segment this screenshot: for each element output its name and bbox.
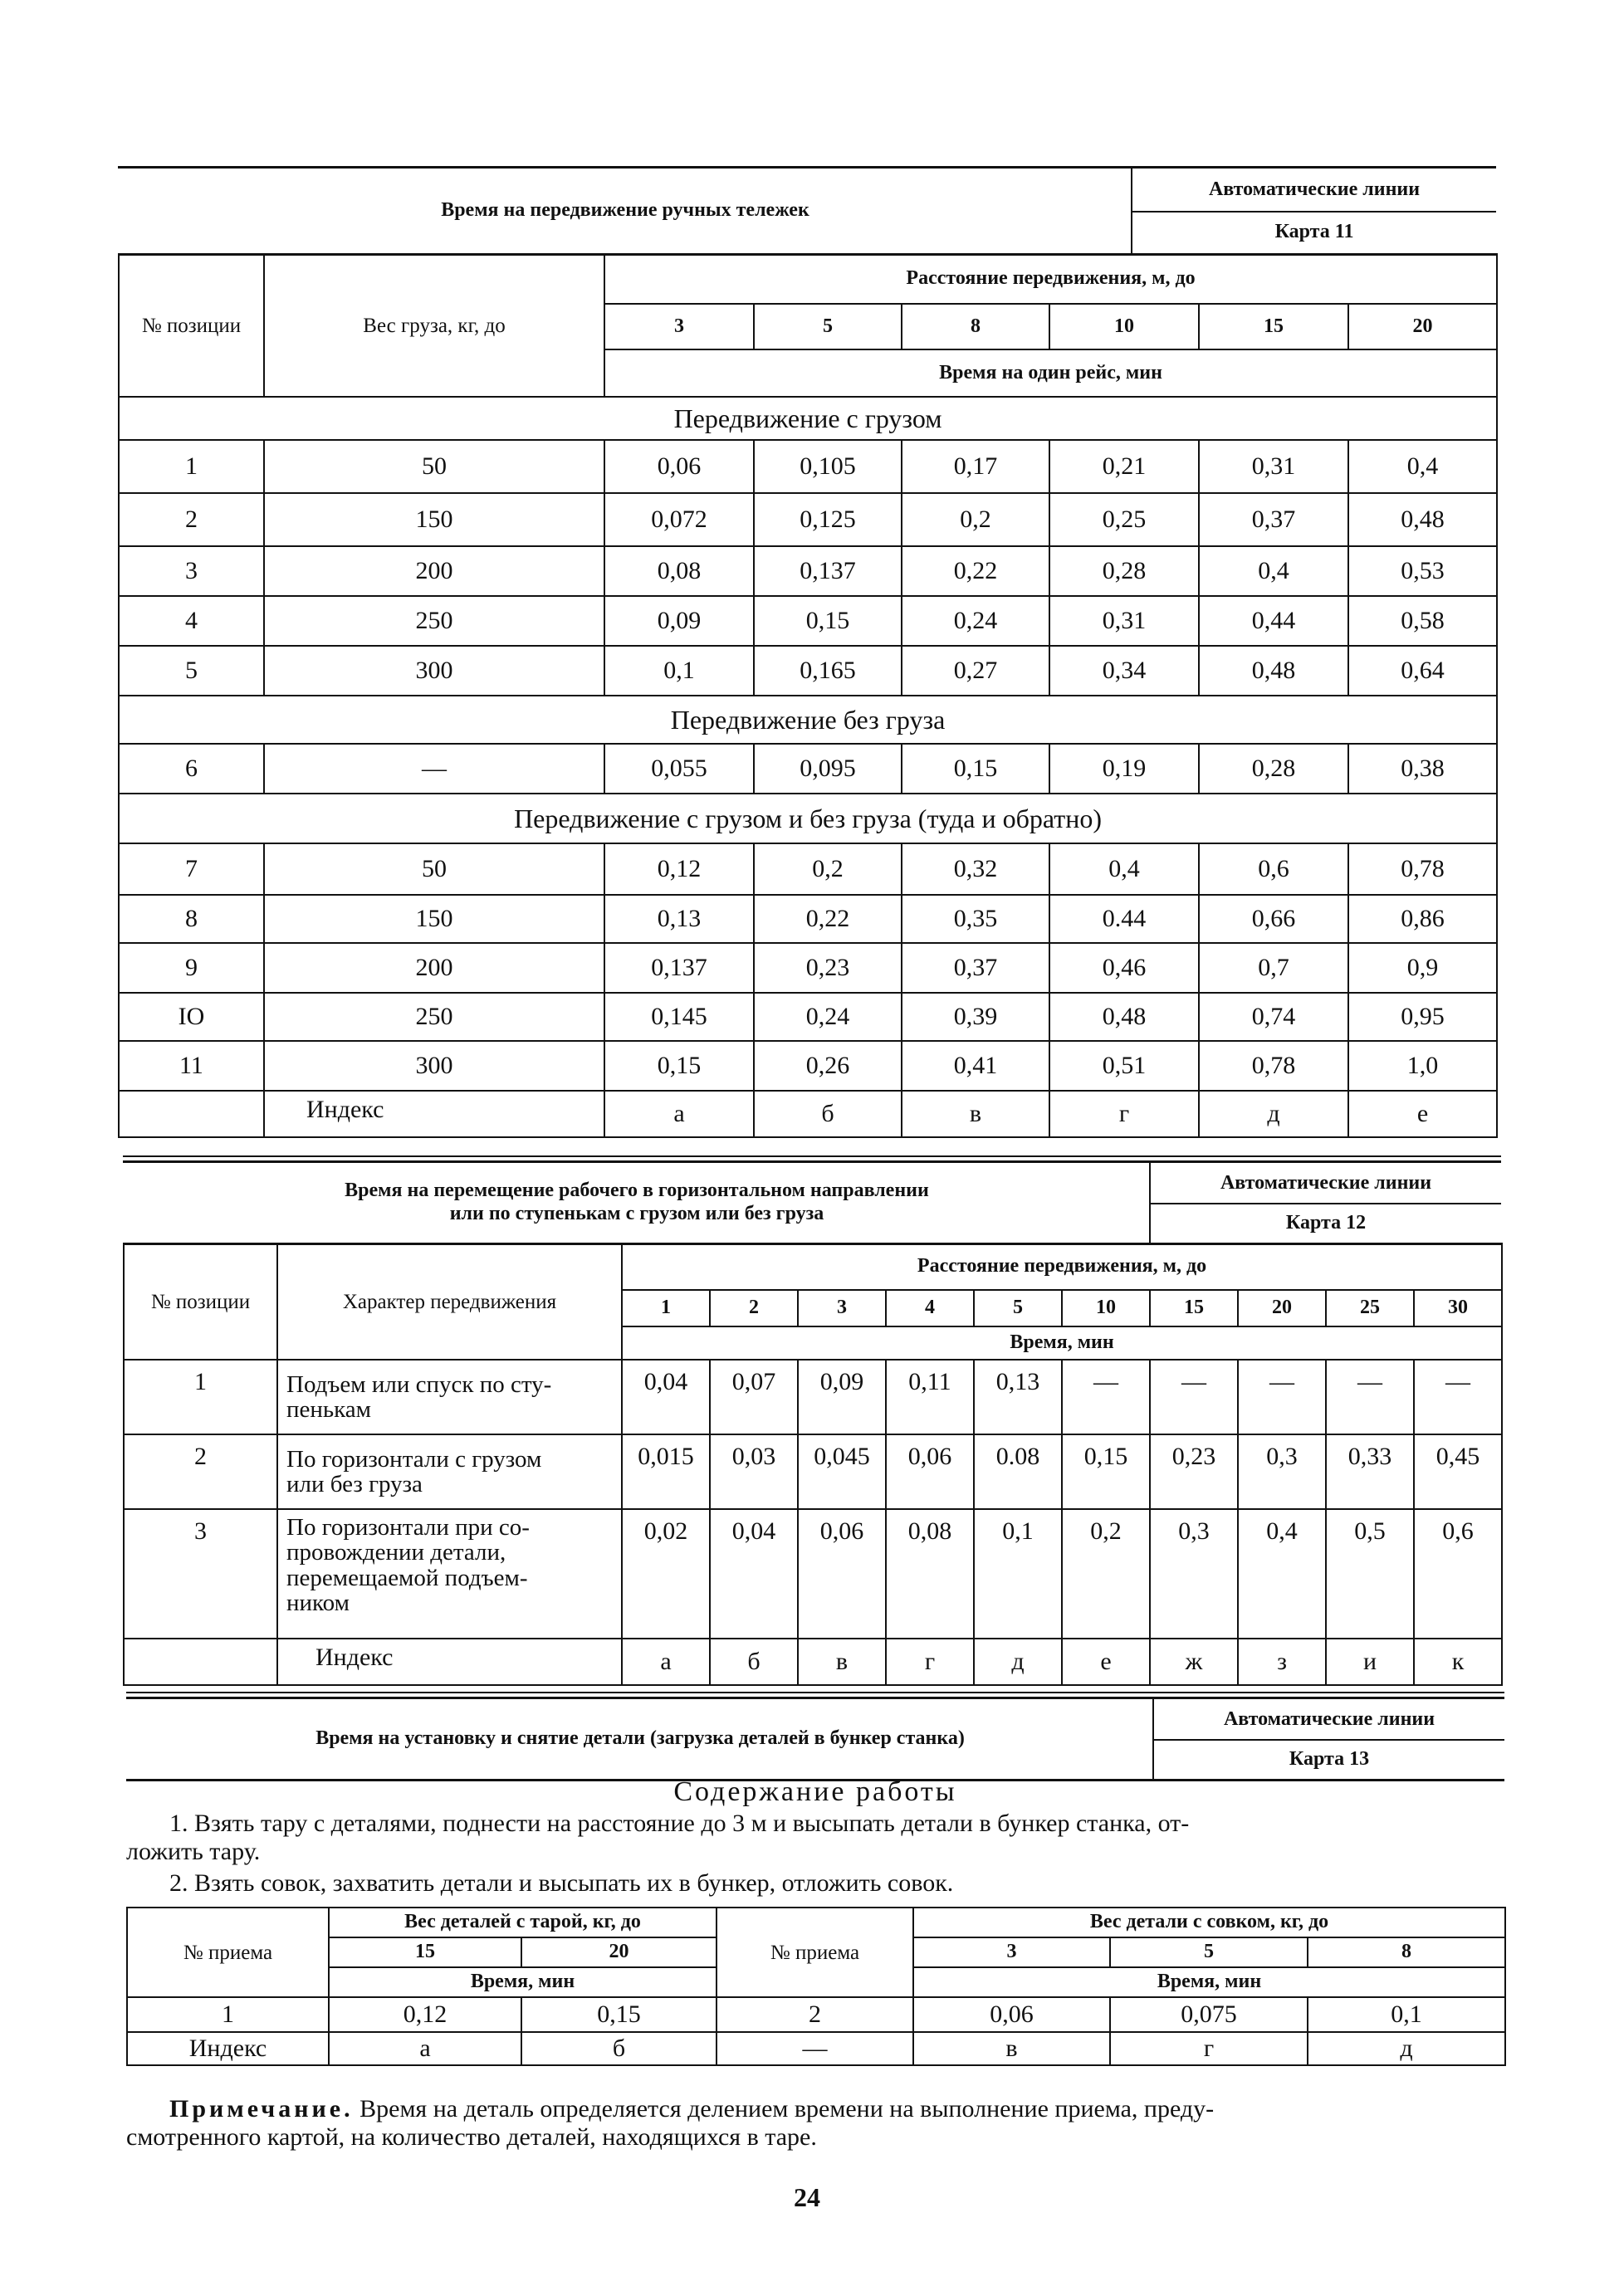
index-cell: д — [974, 1639, 1062, 1685]
cell: 0,4 — [1049, 843, 1199, 895]
cell: 0,27 — [902, 646, 1049, 696]
cell: 0,48 — [1049, 993, 1199, 1041]
cell: 0,1 — [1308, 1997, 1505, 2032]
cell: 0,64 — [1348, 646, 1497, 696]
cell: 11 — [119, 1041, 264, 1091]
cell: 0,3 — [1238, 1434, 1326, 1509]
card13-right-header: Вес детали с совком, кг, до — [913, 1908, 1505, 1937]
cell: 1 — [119, 440, 264, 493]
cell: 0,13 — [604, 895, 754, 943]
card13-col-priem-right: № приема — [717, 1908, 913, 1997]
cell: 0,6 — [1414, 1509, 1502, 1639]
cell: — — [1238, 1360, 1326, 1434]
cell: 200 — [264, 943, 604, 993]
index-row — [127, 2032, 1505, 2065]
card12-distance: 3 — [798, 1290, 886, 1326]
card11-distance: 20 — [1348, 304, 1497, 349]
cell: 0,26 — [754, 1041, 902, 1091]
cell: — — [264, 744, 604, 794]
card11-table — [118, 253, 1498, 1138]
cell: 2 — [119, 493, 264, 546]
cell: 0,075 — [1110, 1997, 1308, 2032]
cell: 0,6 — [1199, 843, 1348, 895]
work-item-2: 2. Взять совок, захватить детали и высыпать их в бункер, отложить совок. — [169, 1869, 954, 1897]
note — [126, 2095, 1504, 2151]
cell: 0,105 — [754, 440, 902, 493]
cell: 0,12 — [604, 843, 754, 895]
cell: 0,17 — [902, 440, 1049, 493]
cell: 0,41 — [902, 1041, 1049, 1091]
cell: 0,66 — [1199, 895, 1348, 943]
cell: 0,37 — [1199, 493, 1348, 546]
card11-distance: 3 — [604, 304, 754, 349]
cell: 0,4 — [1238, 1509, 1326, 1639]
card12-distance: 5 — [974, 1290, 1062, 1326]
cell: 50 — [264, 440, 604, 493]
index-row — [119, 1091, 1497, 1137]
cell: 50 — [264, 843, 604, 895]
table-row — [124, 1434, 1502, 1509]
cell: 0,165 — [754, 646, 902, 696]
cell: 0,51 — [1049, 1041, 1199, 1091]
work-item-1: 1. Взять тару с деталями, поднести на расстояние до 3 м и высыпать детали в бункер станка, от- ложить тару. — [126, 1810, 1190, 1865]
index-cell: г — [1110, 2032, 1308, 2065]
index-cell: и — [1326, 1639, 1414, 1685]
cell: 0.44 — [1049, 895, 1199, 943]
table-row — [124, 1509, 1502, 1639]
cell: 0,08 — [604, 546, 754, 596]
card13-title: Время на установку и снятие детали (загрузка деталей в бункер станка) — [315, 1727, 965, 1750]
index-cell: д — [1308, 2032, 1505, 2065]
card11-card-number: Карта 11 — [1274, 221, 1354, 242]
cell: 250 — [264, 596, 604, 646]
separator-line — [126, 1692, 1504, 1693]
cell: — — [1414, 1360, 1502, 1434]
cell: 0,78 — [1348, 843, 1497, 895]
cell: 0,21 — [1049, 440, 1199, 493]
cell: 150 — [264, 493, 604, 546]
cell: 9 — [119, 943, 264, 993]
card12-distance: 20 — [1238, 1290, 1326, 1326]
table-row — [119, 493, 1497, 546]
index-row — [124, 1639, 1502, 1685]
cell: 0,32 — [902, 843, 1049, 895]
cell: 0,12 — [329, 1997, 521, 2032]
card12-col-character: Характер передвижения — [277, 1243, 622, 1360]
card12-distance: 4 — [886, 1290, 974, 1326]
card11-time-header: Время на один рейс, мин — [604, 349, 1497, 397]
card13-time-right: Время, мин — [913, 1967, 1505, 1997]
cell: 1,0 — [1348, 1041, 1497, 1091]
cell: 0,2 — [902, 493, 1049, 546]
card12-distance-header: Расстояние передвижения, м, до — [622, 1243, 1502, 1290]
cell: 0,38 — [1348, 744, 1497, 794]
cell: 8 — [119, 895, 264, 943]
card11-lines-label: Автоматические линии — [1132, 169, 1496, 213]
cell: 0,9 — [1348, 943, 1497, 993]
card12-lines-label: Автоматические линии — [1151, 1163, 1501, 1204]
cell: 0,2 — [754, 843, 902, 895]
cell: 3 — [124, 1509, 277, 1639]
cell: 7 — [119, 843, 264, 895]
card12-distance: 10 — [1062, 1290, 1150, 1326]
cell: 0,4 — [1348, 440, 1497, 493]
cell: 0,45 — [1414, 1434, 1502, 1509]
cell: 0,055 — [604, 744, 754, 794]
cell: 0,7 — [1199, 943, 1348, 993]
cell: 0,137 — [754, 546, 902, 596]
cell: 0,48 — [1348, 493, 1497, 546]
cell: 0,06 — [604, 440, 754, 493]
table-row — [127, 1997, 1505, 2032]
index-cell: б — [754, 1091, 902, 1137]
card12-card-number: Карта 12 — [1285, 1211, 1367, 1233]
cell: 0,09 — [604, 596, 754, 646]
cell: 4 — [119, 596, 264, 646]
table-row — [119, 440, 1497, 493]
cell: 0,4 — [1199, 546, 1348, 596]
cell: 0,07 — [710, 1360, 798, 1434]
cell: 0,15 — [604, 1041, 754, 1091]
card13-left-weight: 15 — [329, 1937, 521, 1967]
card13-right-weight: 5 — [1110, 1937, 1308, 1967]
index-cell: е — [1348, 1091, 1497, 1137]
card11-section-round-trip: Передвижение с грузом и без груза (туда и обратно) — [119, 794, 1497, 843]
cell: 1 — [127, 1997, 329, 2032]
card13-time-left: Время, мин — [329, 1967, 717, 1997]
card12-distance: 1 — [622, 1290, 710, 1326]
cell: 0,24 — [902, 596, 1049, 646]
cell: 0,03 — [710, 1434, 798, 1509]
card13-header — [126, 1697, 1504, 1781]
index-cell: б — [710, 1639, 798, 1685]
cell: Подъем или спуск по сту- пенькам — [277, 1360, 622, 1434]
cell: 0,15 — [1062, 1434, 1150, 1509]
index-cell: д — [1199, 1091, 1348, 1137]
index-label: Индекс — [127, 2032, 329, 2065]
cell: 0,15 — [521, 1997, 717, 2032]
cell: IO — [119, 993, 264, 1041]
cell: 0,08 — [886, 1509, 974, 1639]
table-row — [119, 546, 1497, 596]
cell: 0,28 — [1199, 744, 1348, 794]
cell: 0,125 — [754, 493, 902, 546]
cell: 0,15 — [902, 744, 1049, 794]
cell: 0,137 — [604, 943, 754, 993]
cell: 150 — [264, 895, 604, 943]
cell: 0,39 — [902, 993, 1049, 1041]
card13-right-weight: 8 — [1308, 1937, 1505, 1967]
cell: 0,33 — [1326, 1434, 1414, 1509]
index-cell: а — [329, 2032, 521, 2065]
cell: 0,02 — [622, 1509, 710, 1639]
cell: 250 — [264, 993, 604, 1041]
cell: 0,045 — [798, 1434, 886, 1509]
index-cell: в — [902, 1091, 1049, 1137]
cell: 0,44 — [1199, 596, 1348, 646]
cell: 0,53 — [1348, 546, 1497, 596]
index-cell: б — [521, 2032, 717, 2065]
cell: 6 — [119, 744, 264, 794]
cell: 0,3 — [1150, 1509, 1238, 1639]
card13-card-number: Карта 13 — [1289, 1747, 1370, 1770]
card12-distance: 15 — [1150, 1290, 1238, 1326]
cell: 0,95 — [1348, 993, 1497, 1041]
cell: 0,06 — [886, 1434, 974, 1509]
cell: — — [1062, 1360, 1150, 1434]
cell: 1 — [124, 1360, 277, 1434]
cell: 0,86 — [1348, 895, 1497, 943]
cell: 0,04 — [710, 1509, 798, 1639]
card12-title-line1: Время на перемещение рабочего в горизонтальном направлении — [345, 1180, 929, 1202]
cell: 0,28 — [1049, 546, 1199, 596]
table-row — [119, 843, 1497, 895]
cell: 0,31 — [1049, 596, 1199, 646]
cell: 0,015 — [622, 1434, 710, 1509]
cell: 0,15 — [754, 596, 902, 646]
card11-distance: 15 — [1199, 304, 1348, 349]
card11-section-with-load: Передвижение с грузом — [119, 397, 1497, 440]
card11-col-position: № позиции — [119, 254, 264, 397]
card11-col-weight: Вес груза, кг, до — [264, 254, 604, 397]
card12-title-line2: или по ступенькам с грузом или без груза — [449, 1203, 824, 1224]
table-row — [119, 646, 1497, 696]
cell: 0,24 — [754, 993, 902, 1041]
index-cell: г — [886, 1639, 974, 1685]
table-row — [119, 895, 1497, 943]
cell: 0,11 — [886, 1360, 974, 1434]
table-row — [119, 596, 1497, 646]
cell: 200 — [264, 546, 604, 596]
card11-section-without-load: Передвижение без груза — [119, 696, 1497, 744]
cell: 0,1 — [604, 646, 754, 696]
index-cell: з — [1238, 1639, 1326, 1685]
table-row — [119, 993, 1497, 1041]
index-cell: — — [717, 2032, 913, 2065]
cell: 0,22 — [902, 546, 1049, 596]
cell: 0,23 — [754, 943, 902, 993]
index-cell: ж — [1150, 1639, 1238, 1685]
cell: — — [1326, 1360, 1414, 1434]
card12-col-position: № позиции — [124, 1243, 277, 1360]
index-label: Индекс — [277, 1639, 622, 1685]
table-row — [124, 1360, 1502, 1434]
cell: 0,04 — [622, 1360, 710, 1434]
card13-col-priem-left: № приема — [127, 1908, 329, 1997]
content-title: Содержание работы — [673, 1776, 957, 1807]
cell: 0,13 — [974, 1360, 1062, 1434]
cell: 0,06 — [798, 1509, 886, 1639]
table-row — [119, 1041, 1497, 1091]
page-number: 24 — [794, 2182, 820, 2212]
index-cell: в — [798, 1639, 886, 1685]
card11-distance-header: Расстояние передвижения, м, до — [604, 254, 1497, 304]
cell: 3 — [119, 546, 264, 596]
cell: 0,37 — [902, 943, 1049, 993]
cell: 0,48 — [1199, 646, 1348, 696]
cell: 0,2 — [1062, 1509, 1150, 1639]
cell: 0,25 — [1049, 493, 1199, 546]
cell: 0,1 — [974, 1509, 1062, 1639]
card13-left-header: Вес деталей с тарой, кг, до — [329, 1908, 717, 1937]
card12-title — [123, 1163, 1151, 1243]
cell: 0.08 — [974, 1434, 1062, 1509]
cell: 5 — [119, 646, 264, 696]
index-cell: г — [1049, 1091, 1199, 1137]
cell: 0,072 — [604, 493, 754, 546]
card12-distance: 25 — [1326, 1290, 1414, 1326]
cell: 0,5 — [1326, 1509, 1414, 1639]
cell: 300 — [264, 1041, 604, 1091]
cell: 0,58 — [1348, 596, 1497, 646]
card13-table — [126, 1907, 1506, 2066]
card11-title: Время на передвижение ручных тележек — [441, 199, 809, 222]
card12-distance: 30 — [1414, 1290, 1502, 1326]
card11-distance: 5 — [754, 304, 902, 349]
card11-header — [118, 166, 1496, 256]
cell: 0,06 — [913, 1997, 1110, 2032]
cell: 0,46 — [1049, 943, 1199, 993]
card13-right-weight: 3 — [913, 1937, 1110, 1967]
cell: 2 — [717, 1997, 913, 2032]
card11-distance: 8 — [902, 304, 1049, 349]
index-cell: а — [604, 1091, 754, 1137]
cell: 2 — [124, 1434, 277, 1509]
card12-header — [123, 1160, 1501, 1245]
index-cell: а — [622, 1639, 710, 1685]
table-row — [119, 943, 1497, 993]
index-label: Индекс — [264, 1091, 604, 1137]
cell: 0,145 — [604, 993, 754, 1041]
card12-table — [123, 1243, 1503, 1686]
cell: 0,22 — [754, 895, 902, 943]
card13-left-weight: 20 — [521, 1937, 717, 1967]
card12-time-header: Время, мин — [622, 1326, 1502, 1360]
index-cell: в — [913, 2032, 1110, 2065]
card13-lines-label: Автоматические линии — [1154, 1699, 1504, 1741]
cell: — — [1150, 1360, 1238, 1434]
table-row — [119, 744, 1497, 794]
cell: 0,23 — [1150, 1434, 1238, 1509]
cell: 0,095 — [754, 744, 902, 794]
cell: 0,78 — [1199, 1041, 1348, 1091]
cell: 0,74 — [1199, 993, 1348, 1041]
cell: 0,34 — [1049, 646, 1199, 696]
cell: 0,19 — [1049, 744, 1199, 794]
cell: 0,31 — [1199, 440, 1348, 493]
note-text: Время на деталь определяется делением времени на выполнение приема, преду- смотренного картой, на количество деталей, находящихся в таре. — [126, 2095, 1215, 2151]
cell: 0,35 — [902, 895, 1049, 943]
card12-distance: 2 — [710, 1290, 798, 1326]
separator-line — [123, 1155, 1501, 1157]
note-label: Примечание. — [169, 2095, 354, 2123]
cell: По горизонтали с грузом или без груза — [277, 1434, 622, 1509]
cell: По горизонтали при со- провождении детали, перемещаемой подъем- ником — [277, 1509, 622, 1639]
card11-distance: 10 — [1049, 304, 1199, 349]
cell: 300 — [264, 646, 604, 696]
cell: 0,09 — [798, 1360, 886, 1434]
index-cell: е — [1062, 1639, 1150, 1685]
index-cell: к — [1414, 1639, 1502, 1685]
